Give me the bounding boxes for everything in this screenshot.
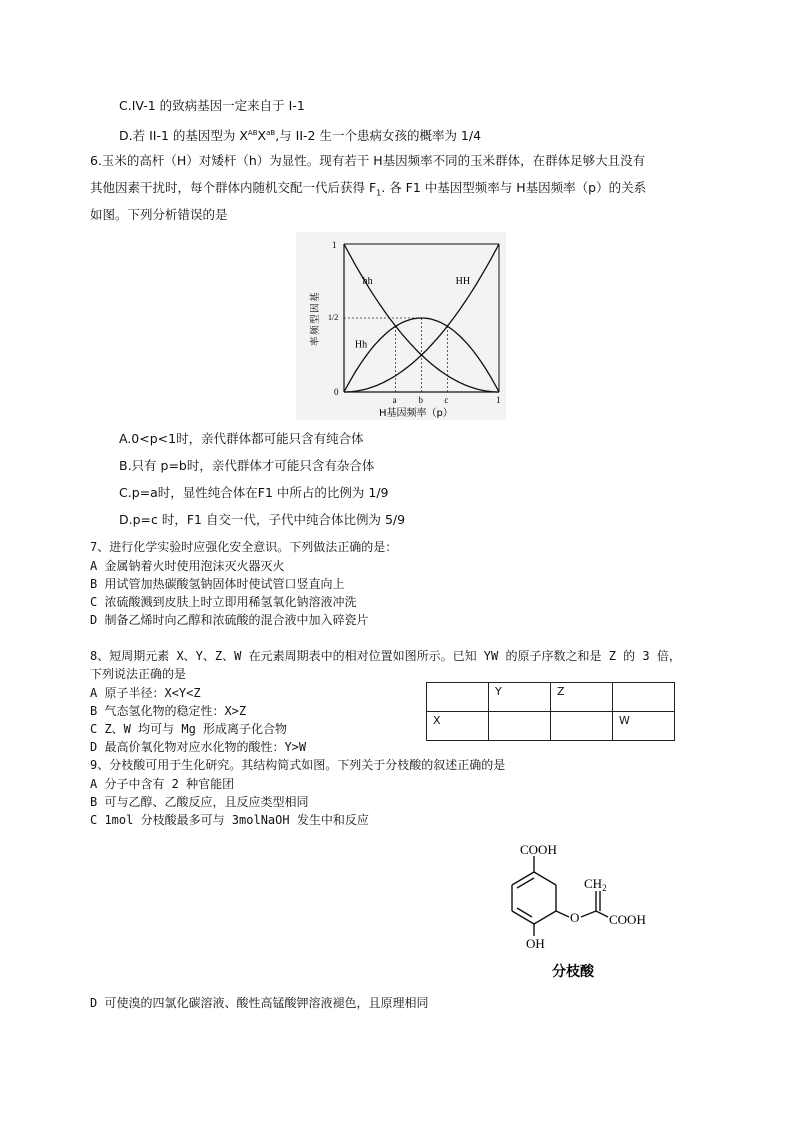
table-row: [427, 712, 675, 741]
table-cell: X: [427, 712, 489, 741]
table-cell: Z: [551, 683, 613, 712]
x-tick-label-a: a: [392, 395, 397, 405]
q6-option-c: C.p=a时，显性纯合体在F1 中所占的比例为 1/9: [119, 485, 389, 500]
structure-name: 分枝酸: [552, 964, 594, 980]
ch2-label: $CH_2$: [584, 876, 607, 893]
chorismic-acid-structure: [488, 836, 678, 986]
table-cell: [489, 712, 551, 741]
q6-stem-line1: 6.玉米的高杆（H）对矮杆（h）为显性。现有若干 H基因频率不同的玉米群体，在群体足够大且没有: [90, 153, 646, 168]
x-axis-label: H基因频率（p）: [379, 408, 453, 419]
table-cell: Y: [489, 683, 551, 712]
y-axis-label-char: 型: [310, 314, 321, 324]
q7-option-c: C 浓硫酸溅到皮肤上时立即用稀氢氧化钠溶液冲洗: [90, 595, 357, 609]
x-tick-label-1: 1: [496, 395, 501, 405]
q8-stem-line2: 下列说法正确的是: [90, 667, 187, 681]
q5-option-c: C.IV-1 的致病基因一定来自于 I-1: [119, 98, 305, 113]
y-tick-label-half: 1/2: [328, 313, 339, 322]
q6-stem-line3: 如图。下列分析错误的是: [90, 207, 228, 222]
periodic-table-fragment: [426, 682, 675, 741]
ether-oxygen-label: O: [570, 910, 580, 925]
cooh-top-label: COOH: [520, 842, 557, 857]
y-axis-label-char: 基: [310, 292, 321, 302]
structure-svg: [488, 836, 678, 986]
q6-option-d: D.p=c 时，F1 自交一代，子代中纯合体比例为 5/9: [119, 512, 406, 527]
q5-option-d: D.若 II-1 的基因型为 $X^{AB}X^{aB}$,与 II-2 生一个患病女孩的概率为 1/4: [119, 128, 482, 144]
q8-option-a: A 原子半径：X<Y<Z: [90, 686, 201, 700]
q9-option-a: A 分子中含有 2 种官能团: [90, 777, 235, 791]
table-cell: [613, 683, 675, 712]
q9-stem: 9、分枝酸可用于生化研究。其结构简式如图。下列关于分枝酸的叙述正确的是: [90, 758, 506, 772]
table-cell: [427, 683, 489, 712]
q8-option-c: C Z、W 均可与 Mg 形成离子化合物: [90, 722, 288, 736]
q9-option-c: C 1mol 分枝酸最多可与 3molNaOH 发生中和反应: [90, 813, 369, 827]
cooh-right-label: COOH: [609, 912, 646, 927]
chart-svg: [296, 232, 506, 420]
q7-option-d: D 制备乙烯时向乙醇和浓硫酸的混合液中加入碎瓷片: [90, 613, 369, 627]
q9-option-d: D 可使溴的四氯化碳溶液、酸性高锰酸钾溶液褪色，且原理相同: [90, 996, 429, 1010]
table-cell: W: [613, 712, 675, 741]
oh-label: OH: [526, 936, 545, 951]
q8-option-b: B 气态氢化物的稳定性：X>Z: [90, 704, 247, 718]
q6-option-a: A.0<p<1时，亲代群体都可能只含有纯合体: [119, 431, 364, 446]
q8-option-d: D 最高价氧化物对应水化物的酸性：Y>W: [90, 740, 307, 754]
y-tick-label-1: 1: [332, 240, 337, 250]
x-tick-label-0: 0: [334, 387, 339, 397]
q7-stem: 7、进行化学实验时应强化安全意识。下列做法正确的是：: [90, 540, 398, 554]
genotype-frequency-chart: [296, 232, 506, 420]
series-label-HH: HH: [455, 275, 471, 287]
series-label-Hh: Hh: [354, 339, 368, 351]
table-cell: [551, 712, 613, 741]
x-tick-label-b: b: [418, 395, 423, 405]
y-axis-label-char: 因: [310, 303, 321, 313]
y-axis-label-char: 率: [310, 336, 321, 346]
series-label-hh: hh: [362, 275, 373, 287]
x-tick-label-c: c: [444, 395, 449, 405]
y-axis-label-char: 频: [310, 325, 321, 335]
q6-stem-line2: 其他因素干扰时，每个群体内随机交配一代后获得 $F_1$. 各 F1 中基因型频率与 H基因频率（p）的关系: [90, 180, 647, 198]
structure-bonds: [512, 856, 608, 936]
q7-option-a: A 金属钠着火时使用泡沫灭火器灭火: [90, 559, 285, 573]
q8-stem-line1: 8、短周期元素 X、Y、Z、W 在元素周期表中的相对位置如图所示。已知 YW 的原子序数之和是 Z 的 3 倍，: [90, 649, 681, 663]
q7-option-b: B 用试管加热碳酸氢钠固体时使试管口竖直向上: [90, 577, 345, 591]
table-row: [427, 683, 675, 712]
q6-option-b: B.只有 p=b时，亲代群体才可能只含有杂合体: [119, 458, 375, 473]
q9-option-b: B 可与乙醇、乙酸反应，且反应类型相同: [90, 795, 309, 809]
